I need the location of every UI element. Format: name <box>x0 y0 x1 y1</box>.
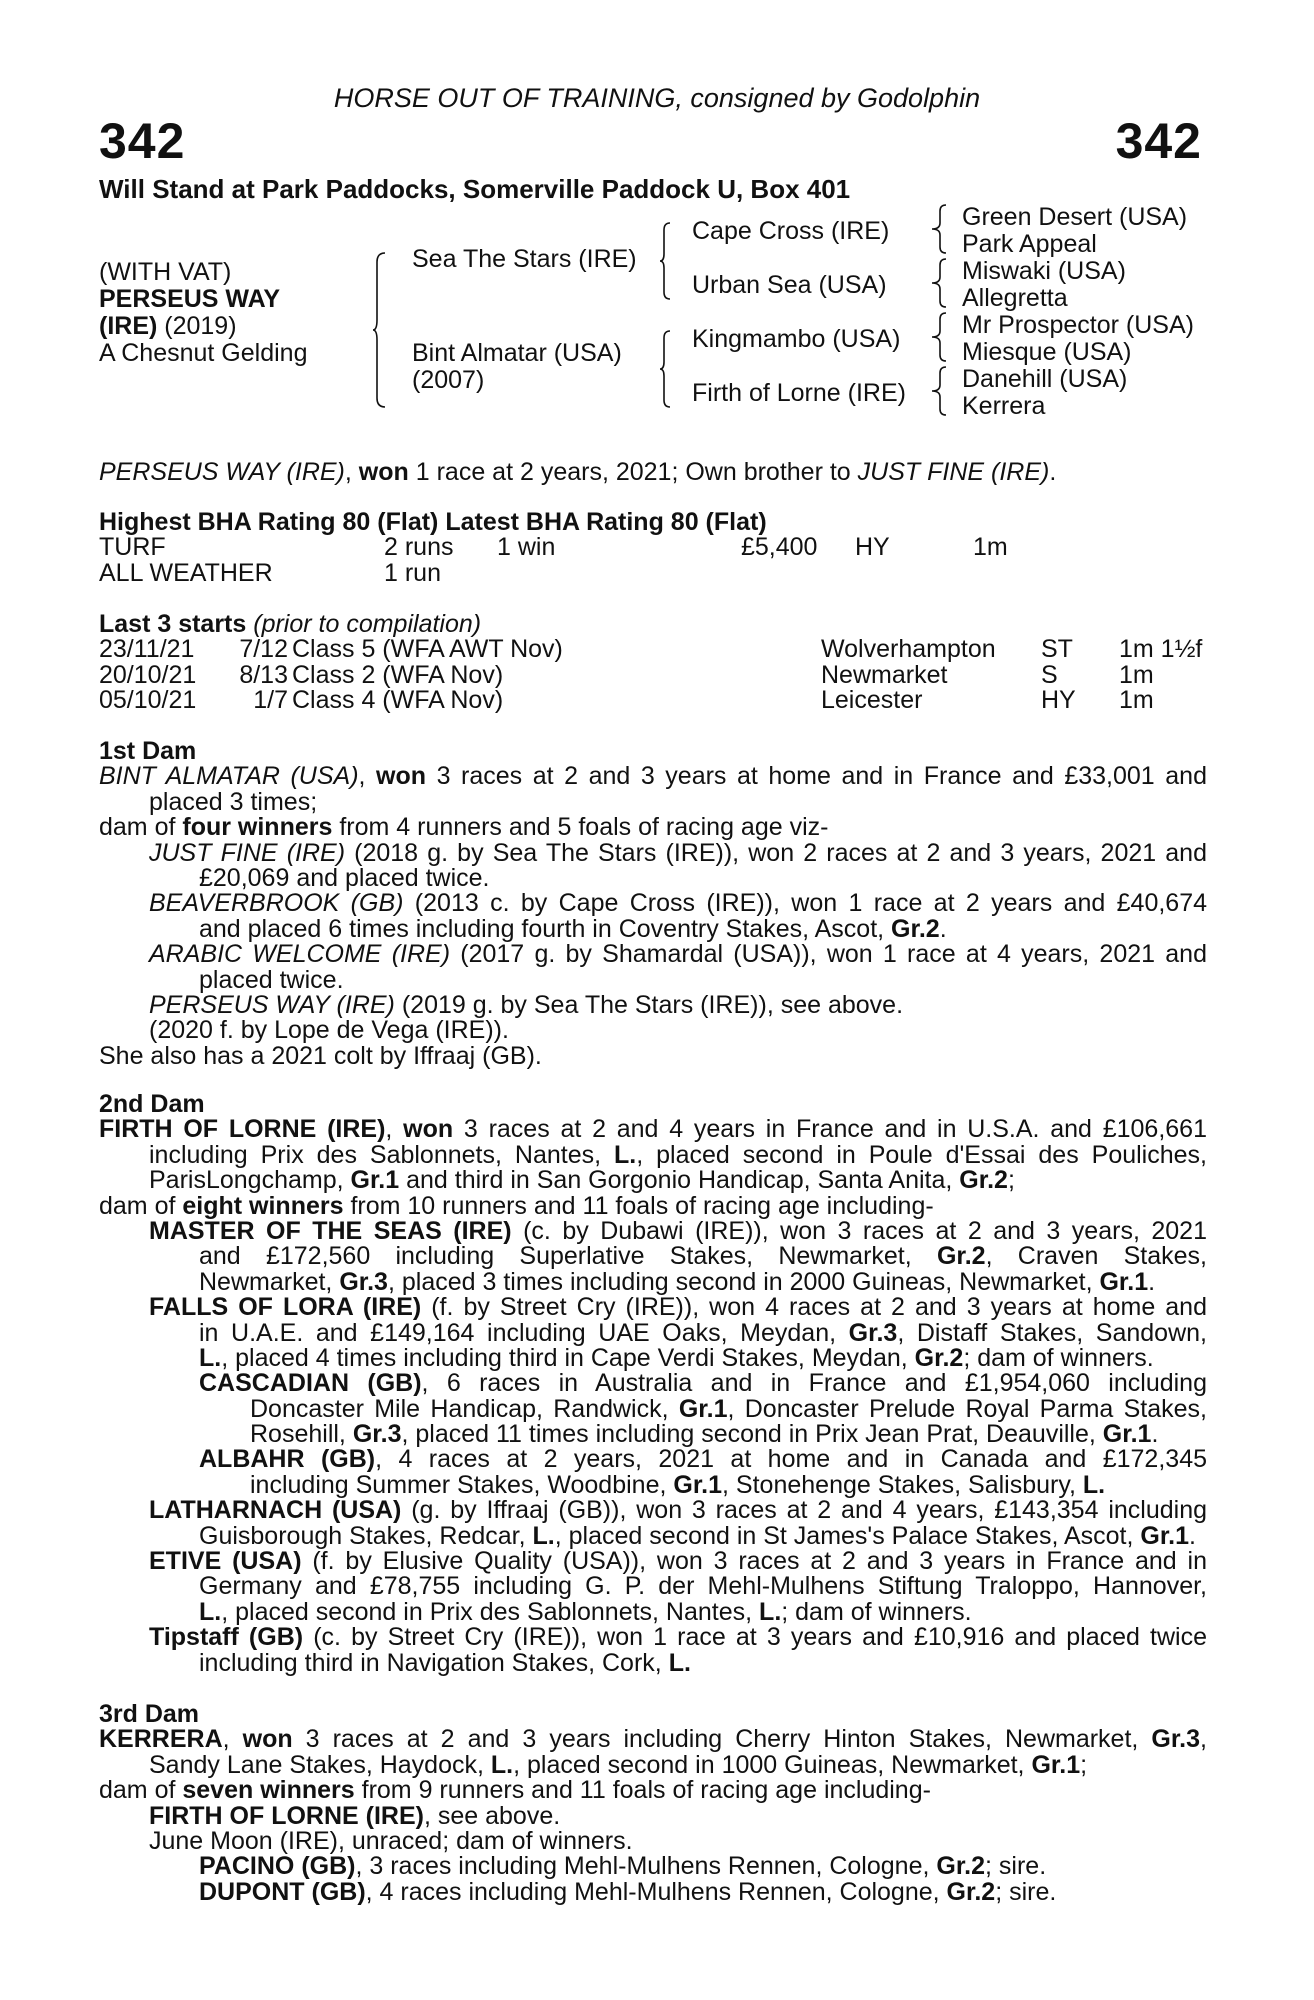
horse-name: PERSEUS WAY <box>99 285 281 313</box>
start-row: 05/10/21 1/7 Class 4 (WFA Nov) Leicester HY 1m <box>99 686 1154 715</box>
dam-dam: Firth of Lorne (IRE) <box>692 379 906 407</box>
pedigree-g3: Miswaki (USA) <box>962 257 1126 285</box>
vat-note: (WITH VAT) <box>99 258 232 286</box>
pedigree-brace <box>930 312 948 362</box>
pedigree-brace <box>373 252 387 408</box>
sire-dam: Urban Sea (USA) <box>692 271 887 299</box>
first-dam-heading: 1st Dam <box>99 737 197 765</box>
pedigree-g3: Allegretta <box>962 284 1068 312</box>
ratings-row: TURF 2 runs 1 win £5,400 HY 1m <box>99 533 1008 562</box>
horse-name-suffix: (IRE) (2019) <box>99 312 237 340</box>
horse-description: A Chesnut Gelding <box>99 339 308 367</box>
pedigree-g3: Mr Prospector (USA) <box>962 311 1194 339</box>
start-row: 20/10/21 8/13 Class 2 (WFA Nov) Newmarket S 1m <box>99 660 1154 689</box>
pedigree-brace <box>660 330 672 408</box>
ratings-section <box>99 510 1207 586</box>
pedigree-g3: Green Desert (USA) <box>962 203 1188 231</box>
pedigree-brace <box>930 204 948 254</box>
first-dam-section: 1st Dam BINT ALMATAR (USA), won 3 races at 2 and 3 years at home and in France and £33,001 and placed 3 times; dam of four winners from 4 runners and 5 foals of racing age viz- JUST FINE (IRE) (2018 g. by Sea The Stars (IRE)), won 2 races at 2 and 3 years, 2021 and £20,069 and placed twice. BEAVERBROOK (GB) (2013 c. by Cape Cross (IRE)), won 1 race at 2 years and £40,674 and placed 6 times including fourth in Coventry Stakes, Ascot, Gr.2. ARABIC WELCOME (IRE) (2017 g. by Shamardal (USA)), won 1 race at 4 years, 2021 and placed twice. PERSEUS WAY (IRE) (2019 g. by Sea The Stars (IRE)), see above. (2020 f. by Lope de Vega (IRE)). She also has a 2021 colt by Iffraaj (GB). <box>99 737 1208 1070</box>
stand-location: Will Stand at Park Paddocks, Somerville Paddock U, Box 401 <box>99 174 851 204</box>
lot-number-right: 342 <box>1115 113 1202 169</box>
pedigree-brace <box>930 258 948 308</box>
ratings-heading: Highest BHA Rating 80 (Flat) Latest BHA Rating 80 (Flat) <box>99 508 767 536</box>
page-header: HORSE OUT OF TRAINING, consigned by Godolphin <box>333 83 981 113</box>
third-dam-heading: 3rd Dam <box>99 1700 200 1728</box>
ratings-row: ALL WEATHER 1 run <box>99 558 441 587</box>
start-row: 23/11/21 7/12 Class 5 (WFA AWT Nov) Wolverhampton ST 1m 1½f <box>99 635 1203 664</box>
pedigree-g3: Danehill (USA) <box>962 365 1128 393</box>
dam: Bint Almatar (USA) <box>412 339 622 367</box>
race-summary: PERSEUS WAY (IRE), won 1 race at 2 years, 2021; Own brother to JUST FINE (IRE). <box>99 458 1057 486</box>
pedigree-brace <box>660 222 672 300</box>
last-starts-heading: Last 3 starts (prior to compilation) <box>99 610 482 638</box>
second-dam-heading: 2nd Dam <box>99 1090 205 1118</box>
last-starts-section <box>99 612 1207 714</box>
lot-number-left: 342 <box>99 113 186 169</box>
sire: Sea The Stars (IRE) <box>412 245 637 273</box>
second-dam-section: 2nd Dam FIRTH OF LORNE (IRE), won 3 races at 2 and 4 years in France and in U.S.A. and £106,661 including Prix des Sablonnets, Nantes, L., placed second in Poule d'Essai des Pouliches, ParisLongchamp, Gr.1 and third in San Gorgonio Handicap, Santa Anita, Gr.2; dam of eight winners from 10 runners and 11 foals of racing age including- MASTER OF THE SEAS (IRE) (c. by Dubawi (IRE)), won 3 races at 2 and 3 years, 2021 and £172,560 including Superlative Stakes, Newmarket, Gr.2, Craven Stakes, Newmarket, Gr.3, placed 3 times including second in 2000 Guineas, Newmarket, Gr.1. FALLS OF LORA (IRE) (f. by Street Cry (IRE)), won 4 races at 2 and 3 years at home and in U.A.E. and £149,164 including UAE Oaks, Meydan, Gr.3, Distaff Stakes, Sandown, L., placed 4 times including third in Cape Verdi Stakes, Meydan, Gr.2; dam of winners. CASCADIAN (GB), 6 races in Australia and in France and £1,954,060 including Doncaster Mile Handicap, Randwick, Gr.1, Doncaster Prelude Royal Parma Stakes, Rosehill, Gr.3, placed 11 times including second in Prix Jean Prat, Deauville, Gr.1. ALBAHR (GB), 4 races at 2 years, 2021 at home and in Canada and £172,345 including Summer Stakes, Woodbine, Gr.1, Stonehenge Stakes, Salisbury, L. LATHARNACH (USA) (g. by Iffraaj (GB)), won 3 races at 2 and 4 years, £143,354 including Guisborough Stakes, Redcar, L., placed second in St James's Palace Stakes, Ascot, Gr.1. ETIVE (USA) (f. by Elusive Quality (USA)), won 3 races at 2 and 3 years in France and in Germany and £78,755 including G. P. der Mehl-Mulhens Stiftung Traloppo, Hannover, L., placed second in Prix des Sablonnets, Nantes, L.; dam of winners. Tipstaff (GB) (c. by Street Cry (IRE)), won 1 race at 3 years and £10,916 and placed twice including third in Navigation Stakes, Cork, L. <box>99 1090 1208 1677</box>
dam-year: (2007) <box>412 366 485 394</box>
dam-sire: Kingmambo (USA) <box>692 325 901 353</box>
pedigree-brace <box>930 366 948 416</box>
pedigree-g3: Park Appeal <box>962 230 1097 258</box>
pedigree-g3: Kerrera <box>962 392 1046 420</box>
third-dam-section: 3rd Dam KERRERA, won 3 races at 2 and 3 years including Cherry Hinton Stakes, Newmarket, Gr.3, Sandy Lane Stakes, Haydock, L., placed second in 1000 Guineas, Newmarket, Gr.1; dam of seven winners from 9 runners and 11 foals of racing age including- FIRTH OF LORNE (IRE), see above. June Moon (IRE), unraced; dam of winners. PACINO (GB), 3 races including Mehl-Mulhens Rennen, Cologne, Gr.2; sire. DUPONT (GB), 4 races including Mehl-Mulhens Rennen, Cologne, Gr.2; sire. <box>99 1700 1207 1906</box>
sire-sire: Cape Cross (IRE) <box>692 217 890 245</box>
pedigree-g3: Miesque (USA) <box>962 338 1132 366</box>
